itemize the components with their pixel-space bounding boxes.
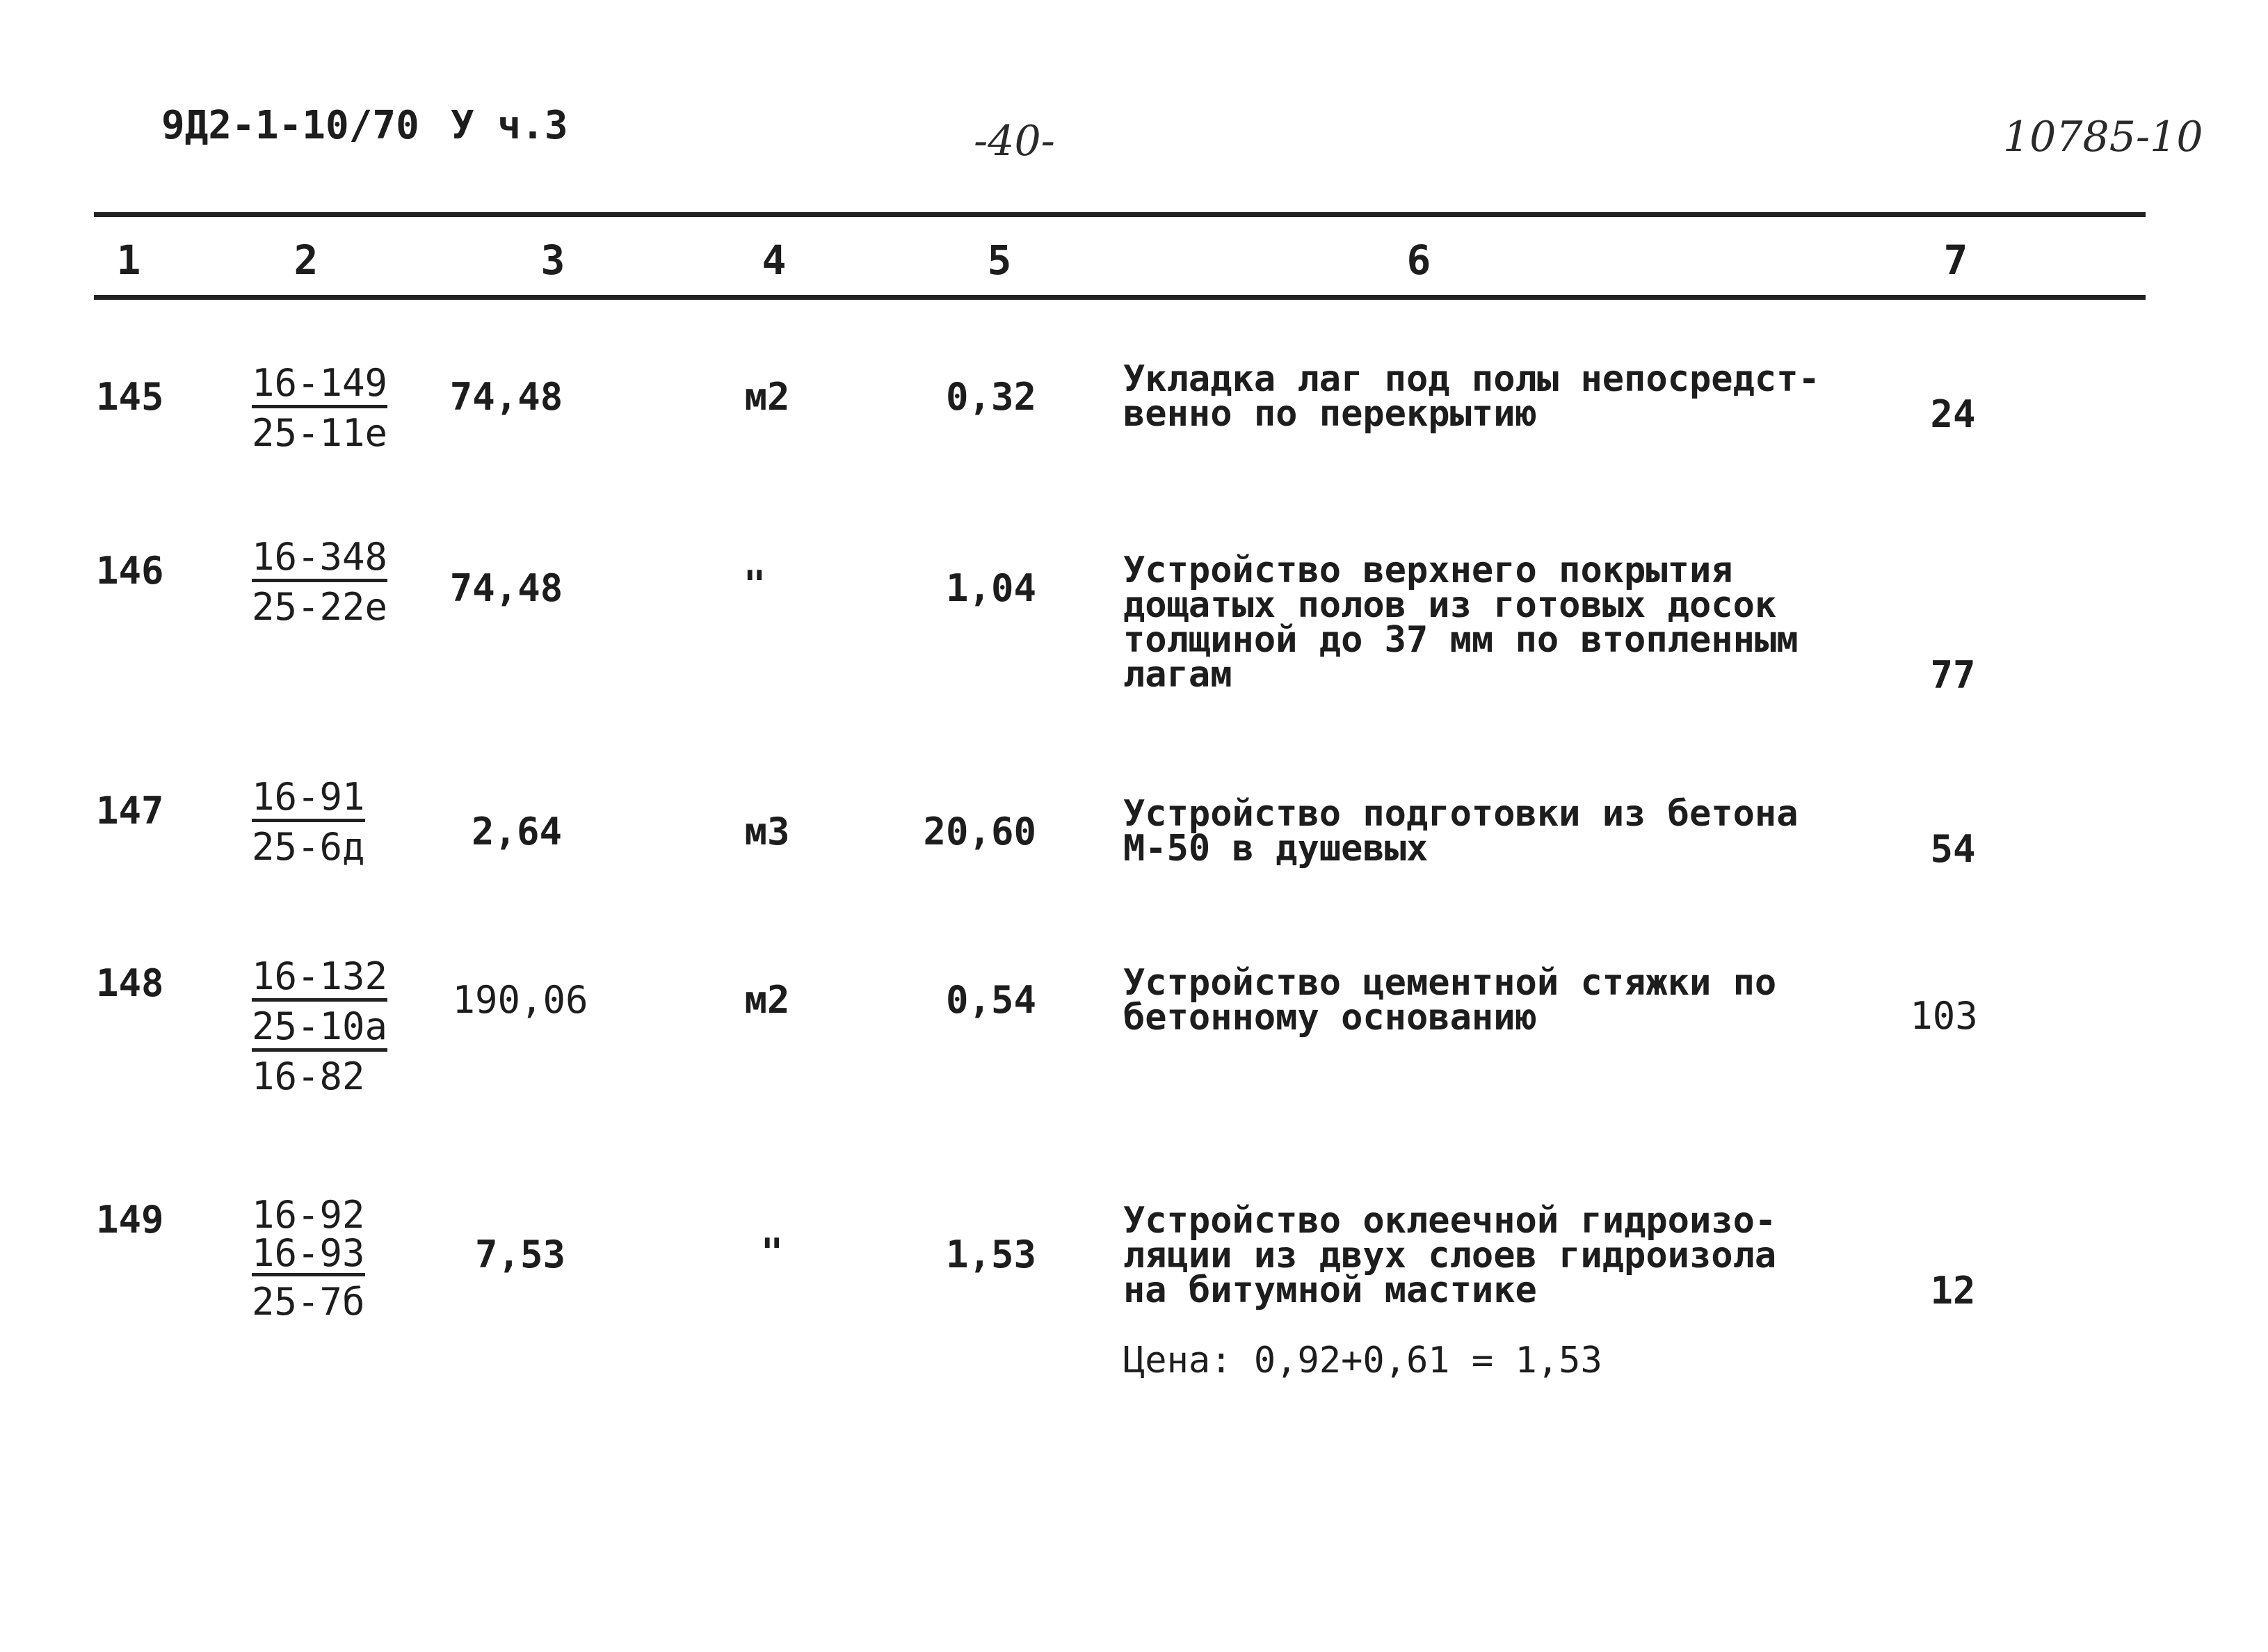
column-number-1: 1 (116, 236, 141, 284)
total-cost: 12 (1930, 1269, 1976, 1313)
column-number-2: 2 (293, 236, 319, 284)
work-description: Устройство верхнего покрытия дощатых полов из готовых досок толщиной до 37 мм по втопленным лагам (1123, 550, 1799, 696)
unit: м2 (744, 375, 790, 419)
reference-code: 25-22е (252, 585, 388, 629)
row-number: 149 (96, 1198, 164, 1242)
column-number-4: 4 (762, 236, 787, 284)
quantity: 2,64 (471, 810, 563, 853)
quantity: 190,06 (452, 978, 588, 1022)
price-reference (252, 358, 387, 458)
price-reference (252, 532, 387, 632)
quantity: 7,53 (474, 1233, 566, 1276)
reference-code: 16-348 (252, 536, 387, 582)
row-number: 146 (96, 549, 164, 593)
reference-code: 16-93 (252, 1231, 365, 1275)
work-description: Укладка лаг под полы непосредст- венно по перекрытию (1123, 358, 1820, 435)
row-number: 145 (96, 375, 164, 419)
unit: м2 (744, 978, 790, 1022)
reference-code: 16-82 (252, 1054, 365, 1098)
work-description: Устройство оклеечной гидроизо- ляции из двух слоев гидроизола на битумной мастике (1123, 1200, 1777, 1311)
unit-price: 1,04 (945, 566, 1036, 610)
page-number: -40- (974, 117, 1055, 166)
total-cost: 54 (1930, 827, 1976, 871)
price-reference (252, 772, 365, 872)
price-reference (252, 952, 387, 1102)
column-number-5: 5 (987, 236, 1012, 284)
row-number: 147 (96, 789, 164, 833)
table-header-rule (94, 295, 2146, 300)
quantity: 74,48 (449, 566, 563, 610)
column-number-6: 6 (1406, 236, 1431, 284)
price-note: Цена: 0,92+0,61 = 1,53 (1123, 1340, 1602, 1381)
work-description: Устройство цементной стяжки по бетонному основанию (1123, 962, 1777, 1038)
column-number-3: 3 (540, 236, 565, 284)
work-description: Устройство подготовки из бетона М-50 в душевых (1123, 793, 1799, 869)
unit-price: 20,60 (923, 810, 1036, 853)
table-top-rule (94, 212, 2146, 217)
reference-code: 16-132 (252, 955, 387, 1002)
unit-price: 0,32 (945, 375, 1036, 419)
unit-price: 0,54 (945, 978, 1036, 1022)
reference-code: 16-92 (252, 1193, 365, 1237)
unit: " (760, 1230, 784, 1274)
total-cost: 77 (1930, 653, 1976, 697)
archive-number: 10785-10 (2003, 113, 2203, 161)
reference-code: 25-6д (252, 825, 365, 869)
quantity: 74,48 (449, 375, 563, 419)
price-reference (252, 1193, 365, 1324)
document-part: У ч.3 (451, 103, 568, 148)
reference-code: 16-149 (252, 362, 387, 408)
document-code: 9Д2-1-10/70 (161, 103, 419, 148)
unit-price: 1,53 (945, 1233, 1036, 1276)
column-number-7: 7 (1943, 236, 1968, 284)
reference-code: 25-11е (252, 411, 388, 455)
reference-code: 25-10а (252, 1005, 387, 1052)
total-cost: 103 (1910, 994, 1978, 1038)
unit: " (743, 563, 766, 607)
unit: м3 (744, 810, 790, 853)
row-number: 148 (96, 961, 164, 1005)
reference-code: 16-91 (252, 776, 365, 822)
total-cost: 24 (1930, 392, 1976, 436)
reference-code: 25-7б (252, 1280, 365, 1324)
